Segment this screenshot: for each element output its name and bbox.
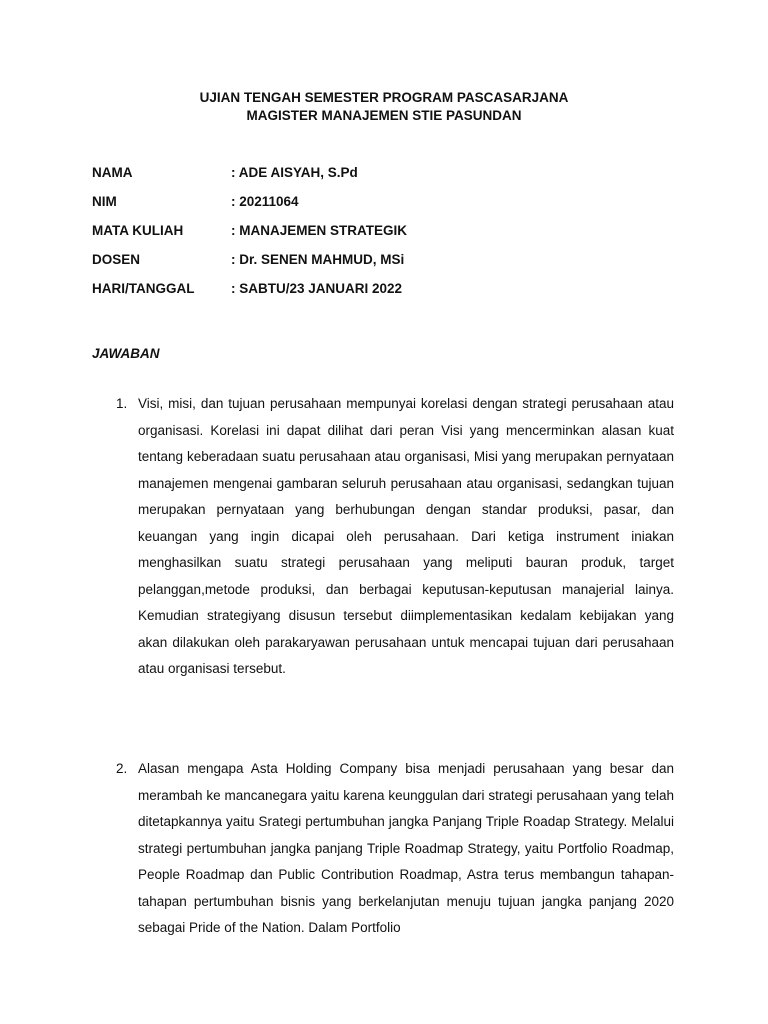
answer-number: 2. bbox=[116, 761, 128, 776]
info-label: NAMA bbox=[92, 165, 133, 180]
info-value: : SABTU/23 JANUARI 2022 bbox=[231, 281, 403, 296]
answer-number: 1. bbox=[116, 396, 128, 411]
info-value: : ADE AISYAH, S.Pd bbox=[231, 165, 358, 180]
info-row-nim bbox=[92, 193, 692, 222]
info-value: : MANAJEMEN STRATEGIK bbox=[231, 223, 408, 238]
info-row-dosen bbox=[92, 251, 692, 280]
answers-heading: JAWABAN bbox=[92, 346, 160, 361]
student-info bbox=[92, 164, 692, 309]
info-row-hari-tanggal bbox=[92, 280, 692, 309]
answer-text: Visi, misi, dan tujuan perusahaan mempunyai korelasi dengan strategi perusahaan atau organisasi. Korelasi ini dapat dilihat dari peran Visi yang mencerminkan alasan kuat tentang keberadaan suatu perusahaan atau organisasi, Misi yang merupakan pernyataan manajemen mengenai gambaran seluruh perusahaan atau organisasi, sedangkan tujuan merupakan pernyataan yang berhubungan dengan standar produksi, pasar, dan keuangan yang ingin dicapai oleh perusahaan. Dari ketiga instrument iniakan menghasilkan suatu strategi perusahaan yang meliputi bauran produk, target pelanggan,metode produksi, dan berbagai keputusan-keputusan manajerial lainya. Kemudian strategiyang disusun tersebut diimplementasikan kedalam kebijakan yang akan dilakukan oleh parakaryawan perusahaan untuk mencapai tujuan dari perusahaan atau organisasi tersebut. bbox=[138, 396, 674, 676]
document-title-line1: UJIAN TENGAH SEMESTER PROGRAM PASCASARJANA bbox=[199, 90, 569, 105]
answer-text: Alasan mengapa Asta Holding Company bisa menjadi perusahaan yang besar dan merambah ke mancanegara yaitu karena keunggulan dari strategi perusahaan yang telah ditetapkannya yaitu Srategi pertumbuhan jangka Panjang Triple Roadap Strategy. Melalui strategi pertumbuhan jangka panjang Triple Roadmap Strategy, yaitu Portfolio Roadmap, People Roadmap dan Public Contribution Roadmap, Astra terus membangun tahapan-tahapan pertumbuhan bisnis yang berkelanjutan menuju tujuan jangka panjang 2020 sebagai Pride of the Nation. Dalam Portfolio bbox=[138, 761, 674, 935]
info-label: NIM bbox=[92, 194, 117, 209]
info-value: : 20211064 bbox=[231, 194, 299, 209]
document-title-line2: MAGISTER MANAJEMEN STIE PASUNDAN bbox=[246, 108, 522, 123]
info-row-nama bbox=[92, 164, 692, 193]
info-label: HARI/TANGGAL bbox=[92, 281, 195, 296]
info-row-mata-kuliah bbox=[92, 222, 692, 251]
info-label: DOSEN bbox=[92, 252, 141, 267]
info-label: MATA KULIAH bbox=[92, 223, 184, 238]
info-value: : Dr. SENEN MAHMUD, MSi bbox=[231, 252, 405, 267]
